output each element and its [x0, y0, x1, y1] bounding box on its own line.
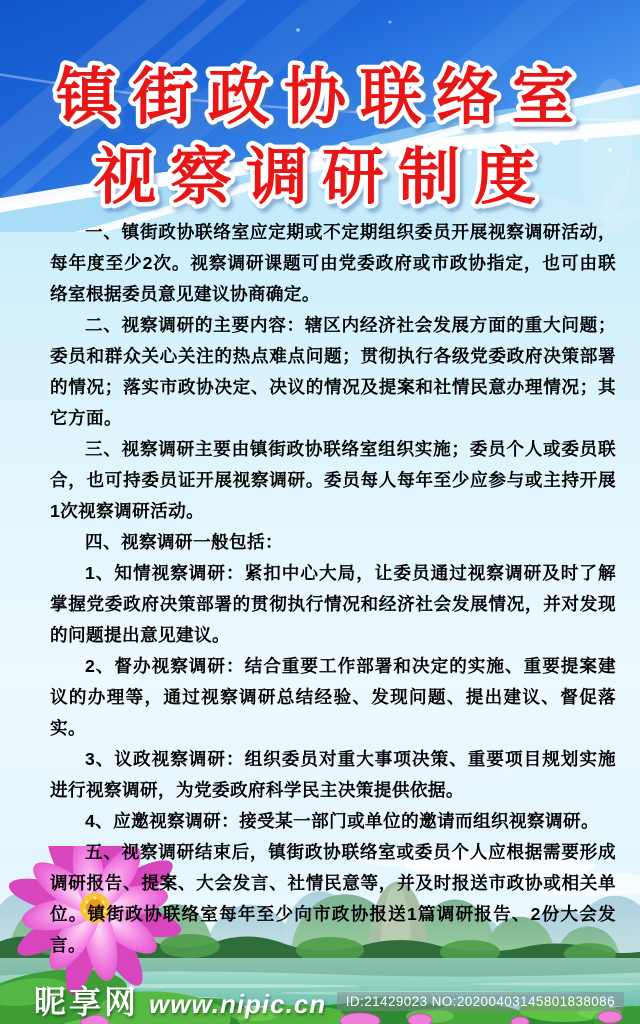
paragraph-2: 二、视察调研的主要内容：辖区内经济社会发展方面的重大问题；委员和群众关心关注的热点难点问题；贯彻执行各级党委政府决策部署的情况；落实市政协决定、决议的情况及提案和社情民意办理情况；其它方面。 [50, 315, 616, 428]
poster-title-line1: 镇街政协联络室 [55, 64, 589, 132]
paragraph-5: 1、知情视察调研：紧扣中心大局，让委员通过视察调研及时了解掌握党委政府决策部署的贯彻执行情况和经济社会发展情况，并对发现的问题提出意见建议。 [50, 563, 616, 645]
watermark-left [34, 977, 326, 1023]
paragraph-3: 三、视察调研主要由镇街政协联络室组织实施；委员个人或委员联合，也可持委员证开展视察调研。委员每人每年至少应参与或主持开展1次视察调研活动。 [50, 439, 616, 521]
header-graphic [0, 0, 640, 232]
paragraph-4: 四、视察调研一般包括： [85, 532, 283, 552]
watermark-stock-id: ID:21429023 NO:20200403145801838086 [337, 992, 624, 1011]
watermark-site-name: 昵享网 [34, 984, 140, 1020]
paragraph-8: 4、应邀视察调研：接受某一部门或单位的邀请而组织视察调研。 [85, 811, 600, 831]
paragraph-1: 一、镇街政协联络室应定期或不定期组织委员开展视察调研活动，每年度至少2次。视察调研课题可由党委政府或市政协指定，也可由联络室根据委员意见建议协商确定。 [50, 222, 616, 304]
paragraph-7: 3、议政视察调研：组织委员对重大事项决策、重要项目规划实施进行视察调研，为党委政府科学民主决策提供依据。 [50, 749, 616, 800]
paragraph-9: 五、视察调研结束后，镇街政协联络室或委员个人应根据需要形成调研报告、提案、大会发言、社情民意等，并及时报送市政协或相关单位。镇街政协联络室每年至少向市政协报送1篇调研报告、2份大会发言。 [50, 842, 616, 955]
regulation-text [50, 217, 616, 961]
poster-title-line2: 视察调研制度 [93, 144, 551, 212]
watermark-site-url: www.nipic.cn [149, 989, 327, 1019]
paragraph-6: 2、督办视察调研：结合重要工作部署和决定的实施、重要提案建议的办理等，通过视察调研总结经验、发现问题、提出建议、督促落实。 [50, 656, 616, 738]
